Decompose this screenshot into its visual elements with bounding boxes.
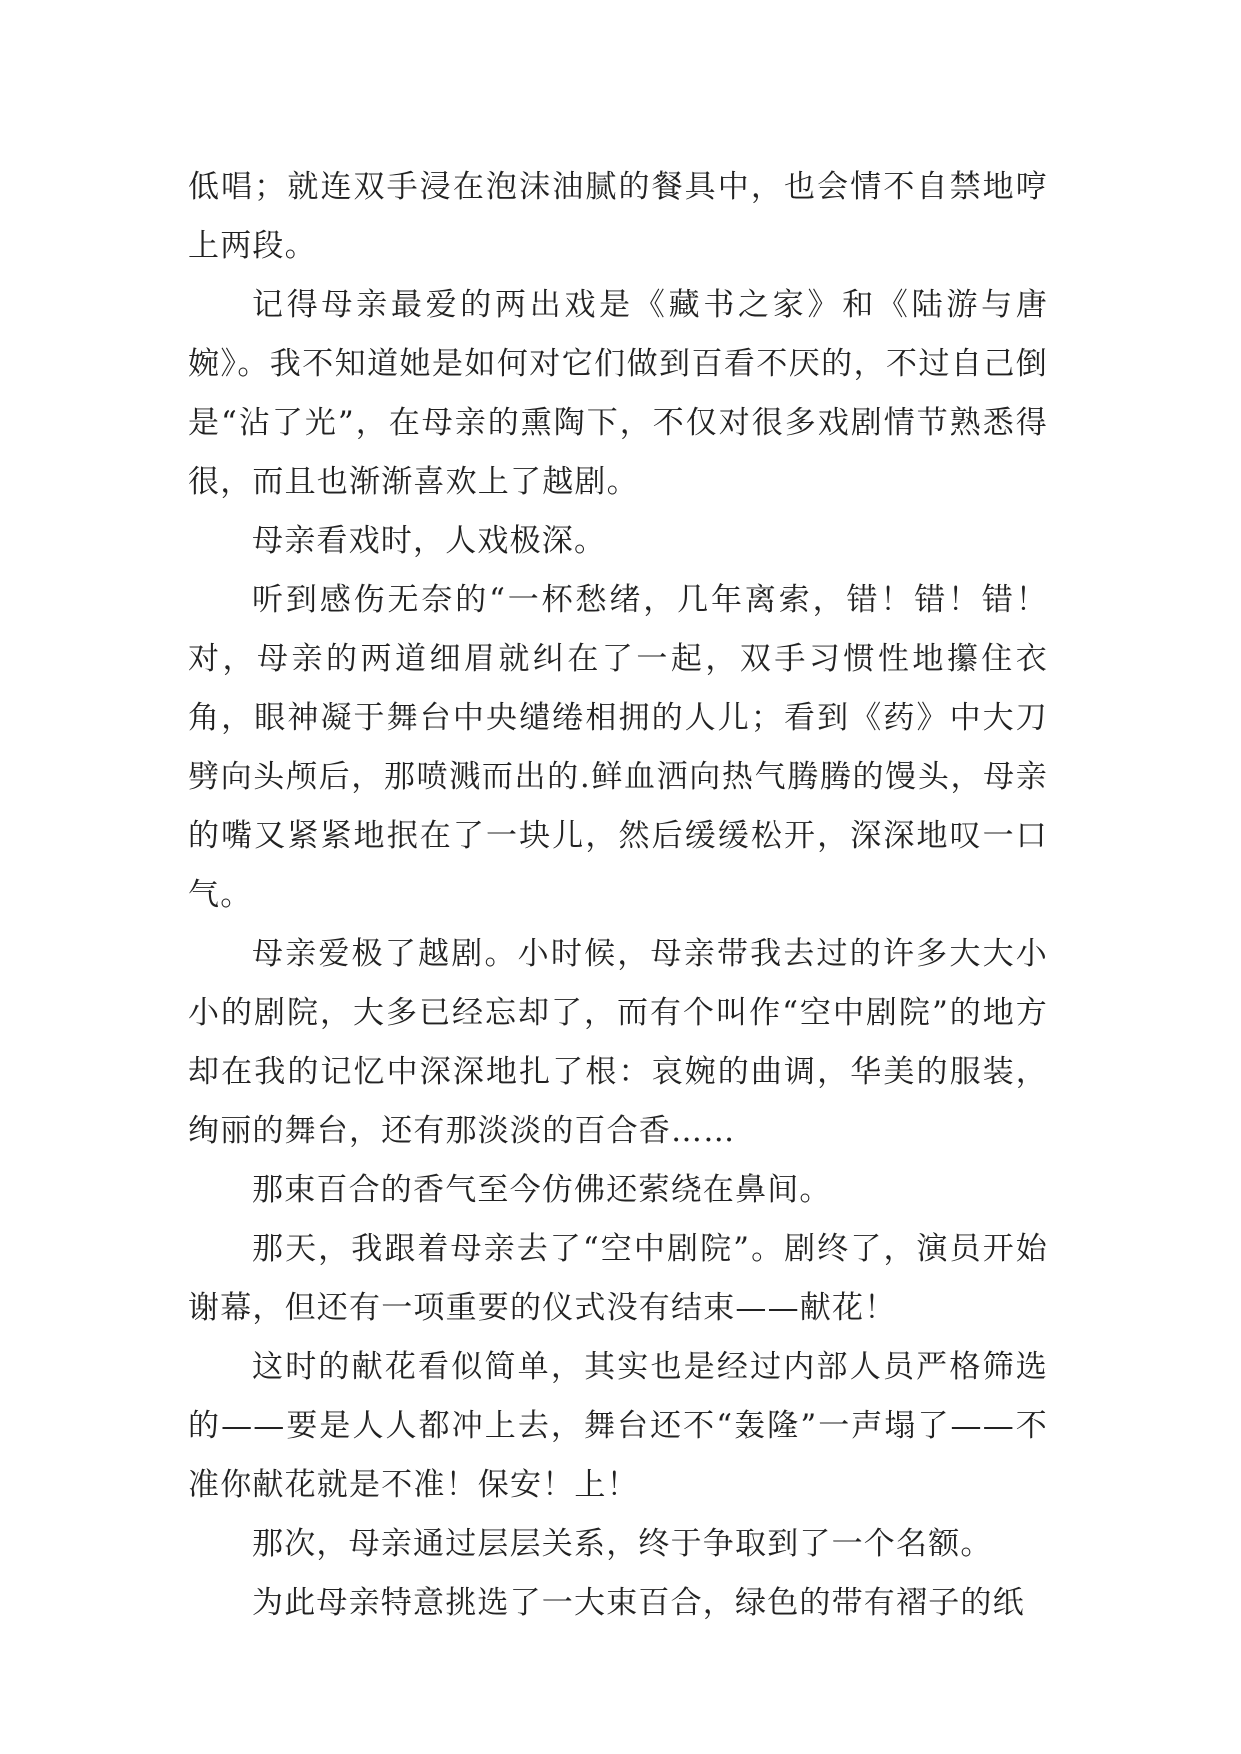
paragraph-1: 低唱；就连双手浸在泡沫油腻的餐具中，也会情不自禁地哼上两段。 (188, 169, 1048, 264)
paragraph-4: 听到感伤无奈的“一杯愁绪，几年离索，错！错！错！对，母亲的两道细眉就纠在了一起，双手习惯性地攥住衣角，眼神凝于舞台中央缱绻相拥的人儿；看到《药》中大刀劈向头颅后，那喷溅而出的.鲜血洒向热气腾腾的馒头，母亲的嘴又紧紧地抿在了一块儿，然后缓缓松开，深深地叹一口气。 (188, 582, 1048, 913)
paragraph-9: 那次，母亲通过层层关系，终于争取到了一个名额。 (252, 1526, 993, 1562)
paragraph-8: 这时的献花看似简单，其实也是经过内部人员严格筛选的——要是人人都冲上去，舞台还不“轰隆”一声塌了——不准你献花就是不准！保安！上！ (188, 1349, 1048, 1503)
paragraph-6: 那束百合的香气至今仿佛还萦绕在鼻间。 (252, 1172, 832, 1208)
paragraph-7: 那天，我跟着母亲去了“空中剧院”。剧终了，演员开始谢幕，但还有一项重要的仪式没有结束——献花！ (188, 1231, 1048, 1326)
paragraph-5: 母亲爱极了越剧。小时候，母亲带我去过的许多大大小小的剧院，大多已经忘却了，而有个叫作“空中剧院”的地方却在我的记忆中深深地扎了根：哀婉的曲调，华美的服装，绚丽的舞台，还有那淡淡的百合香…… (188, 936, 1048, 1149)
document-page (188, 158, 1048, 1633)
paragraph-3: 母亲看戏时，人戏极深。 (252, 523, 607, 559)
paragraph-2: 记得母亲最爱的两出戏是《藏书之家》和《陆游与唐婉》。我不知道她是如何对它们做到百看不厌的，不过自己倒是“沾了光”，在母亲的熏陶下，不仅对很多戏剧情节熟悉得很，而且也渐渐喜欢上了越剧。 (188, 287, 1048, 500)
paragraph-10: 为此母亲特意挑选了一大束百合，绿色的带有褶子的纸 (252, 1585, 1025, 1621)
